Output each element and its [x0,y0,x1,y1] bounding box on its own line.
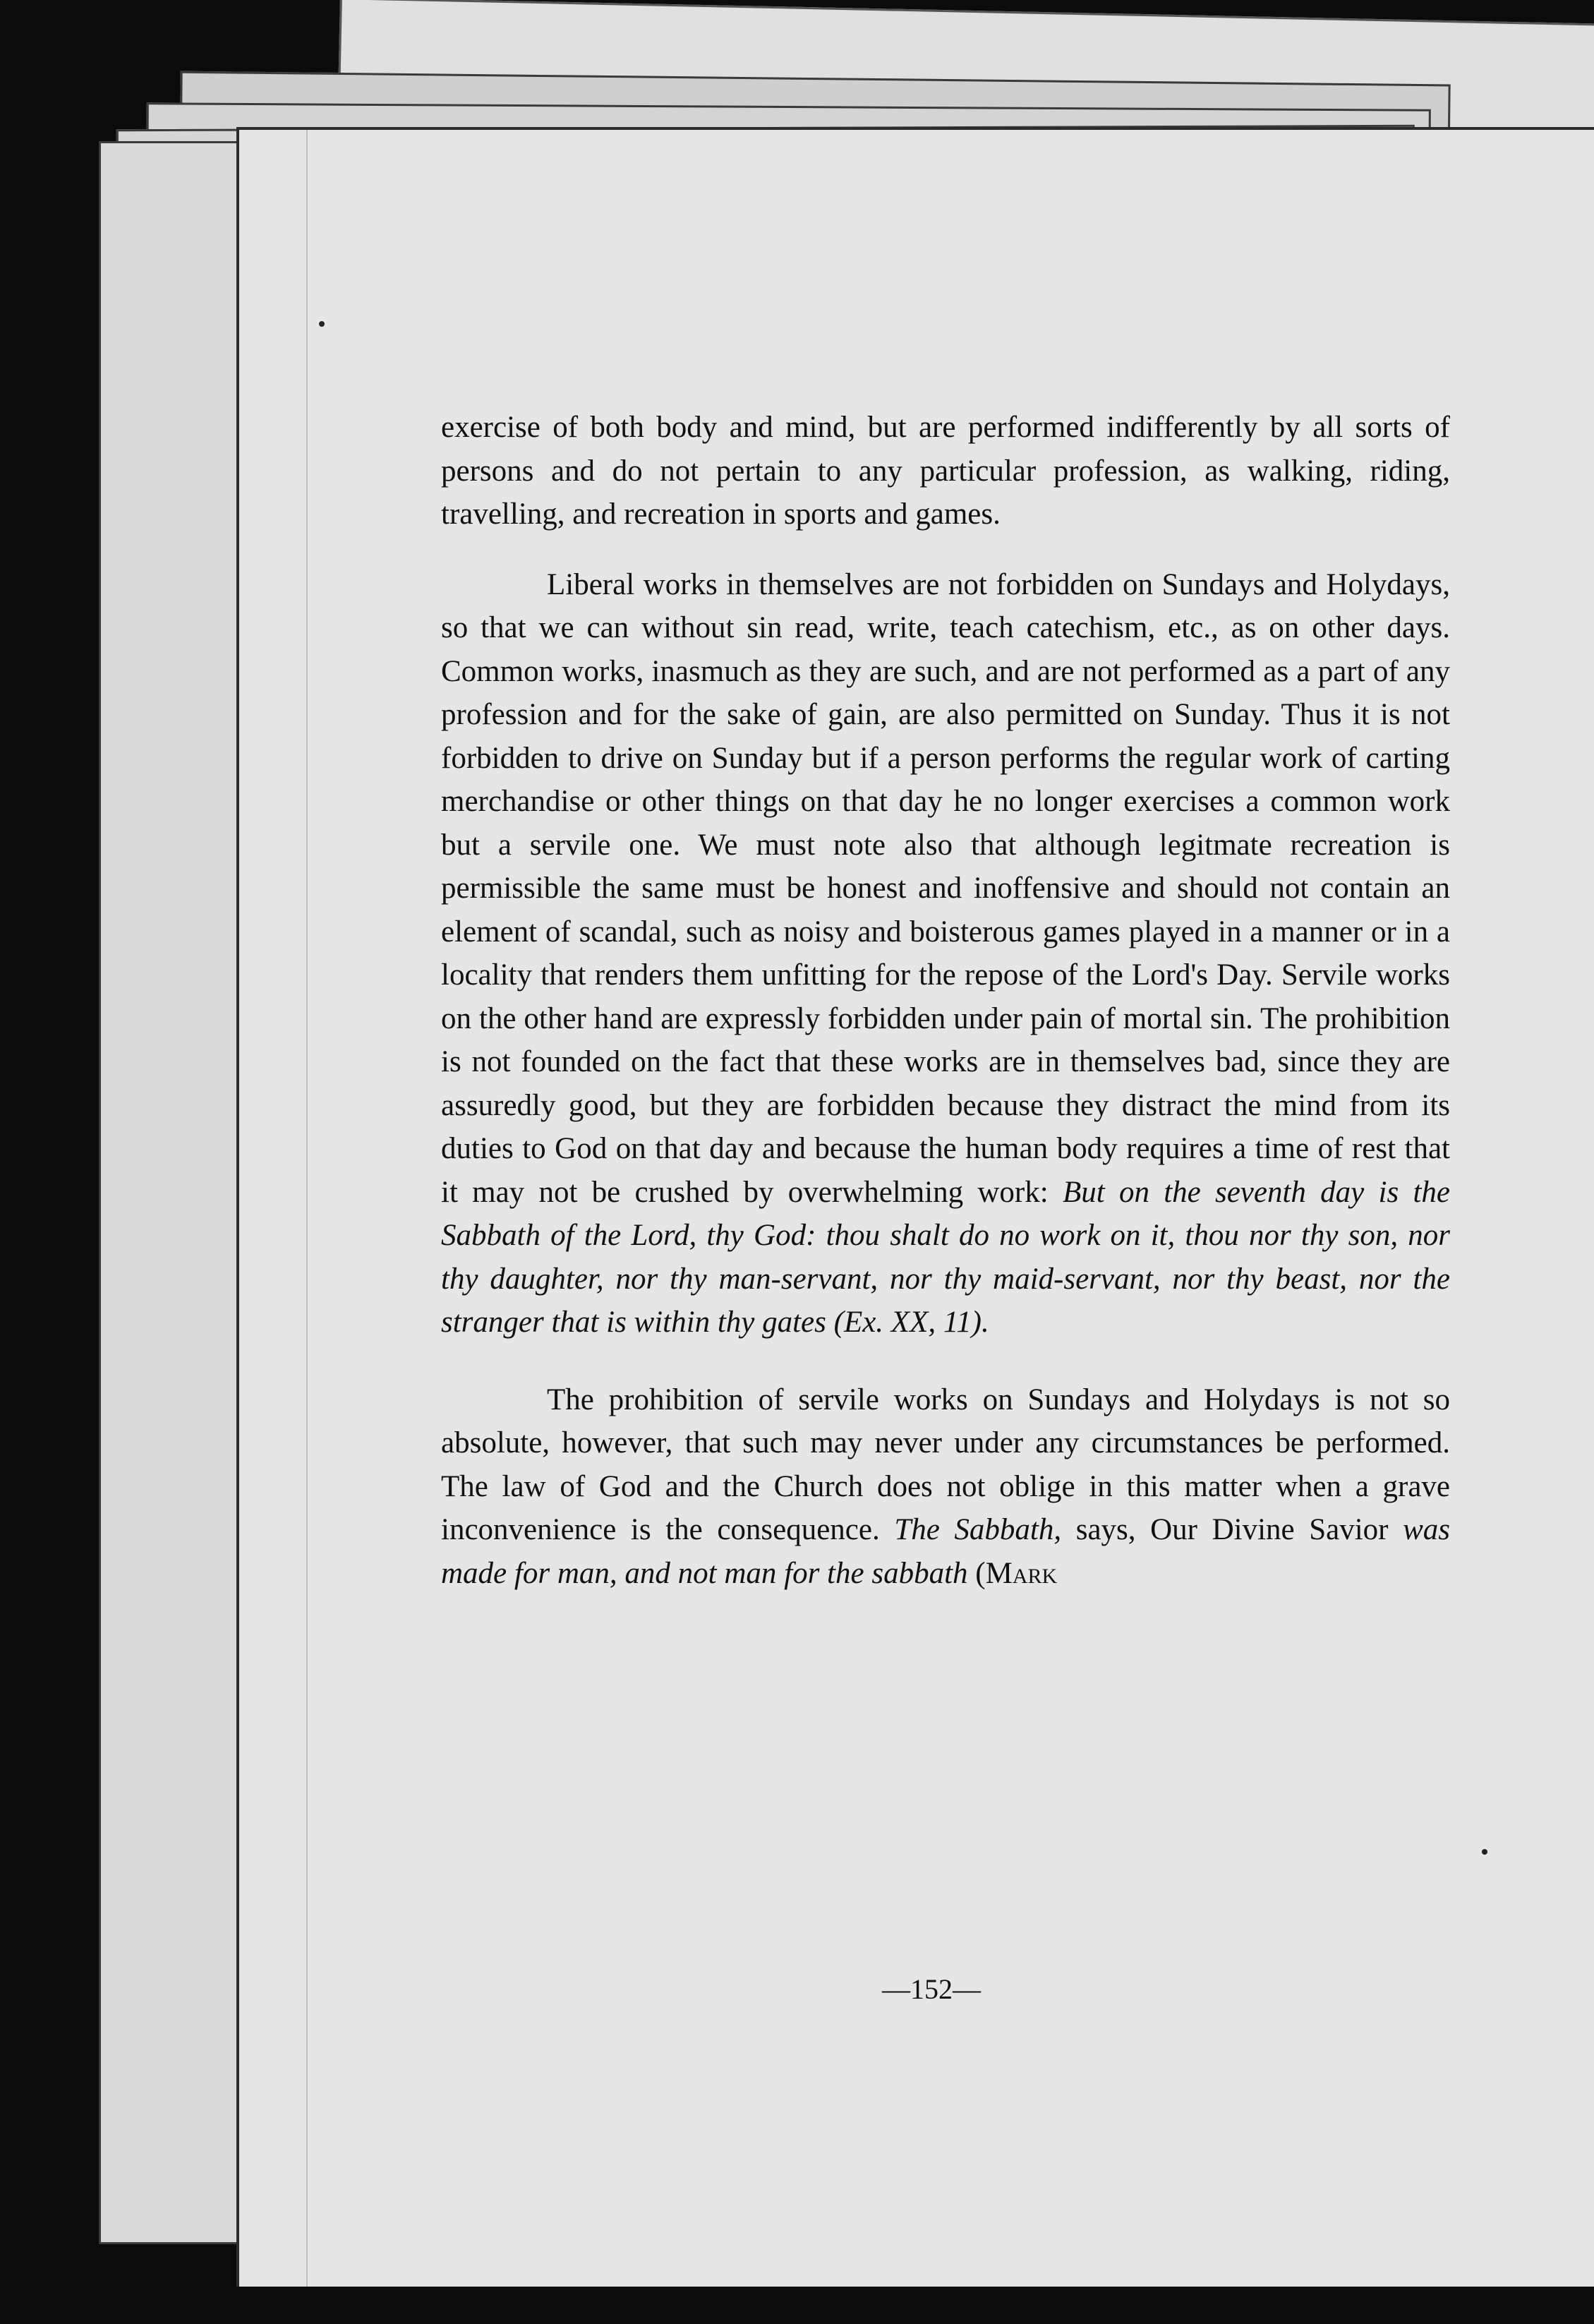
speck-mark [319,321,325,327]
page-fold-line [306,130,308,2287]
body-text [441,406,1450,1622]
scripture-quote: was made for man, and not man for the sabbath [441,1513,1450,1590]
page-number: —152— [882,1973,981,2005]
speck-mark [1482,1849,1487,1855]
paragraph-text: Liberal works in themselves are not forbidden on Sundays and Holydays, so that we can without sin read, write, teach catechism, etc., as on other days. Common works, inasmuch as they are such, and are not performed as a part of any profession and for the sake of gain, are also permitted on Sunday. Thus it is not forbidden to drive on Sunday but if a person performs the regular work of carting merchandise or other things on that day he no longer exercises a common work but a servile one. We must note also that although legitmate recreation is permissible the same must be honest and inoffensive and should not contain an element of scandal, such as noisy and boisterous games played in a manner or in a locality that renders them unfitting for the repose of the Lord's Day. Servile works on the other hand are expressly forbidden under pain of mortal sin. The prohibition is not founded on the fact that these works are in themselves bad, since they are assuredly good, but they are forbidden because they distract the mind from its duties to God on that day and because the human body requires a time of rest that it may not be crushed by overwhelming work: [441,567,1450,1209]
paragraph-text: says, Our Divine Savior [1075,1513,1389,1546]
paragraph-liberal-works [441,563,1450,1344]
citation: (Mark [975,1556,1058,1590]
paragraph-prohibition [441,1378,1450,1596]
paragraph-continuation: exercise of both body and mind, but are performed indifferently by all sorts of persons and do not pertain to any particular profession, as walking, riding, travelling, and recreation in sports and games. [441,411,1450,531]
scripture-quote: The Sabbath, [894,1513,1062,1546]
paragraph-text: The prohibition of servile works on Sundays and Holydays is not so absolute, however, that such may never under any circumstances be performed. The law of God and the Church does not oblige in this matter when a grave inconvenience is the consequence. [441,1383,1450,1546]
scripture-quote: But on the seventh day is the Sabbath of the Lord, thy God: thou shalt do no work on it, thou nor thy son, nor thy daughter, nor thy man-servant, nor thy maid-servant, nor thy beast, nor the stranger that is within thy gates (Ex. XX, 11). [441,1175,1451,1339]
